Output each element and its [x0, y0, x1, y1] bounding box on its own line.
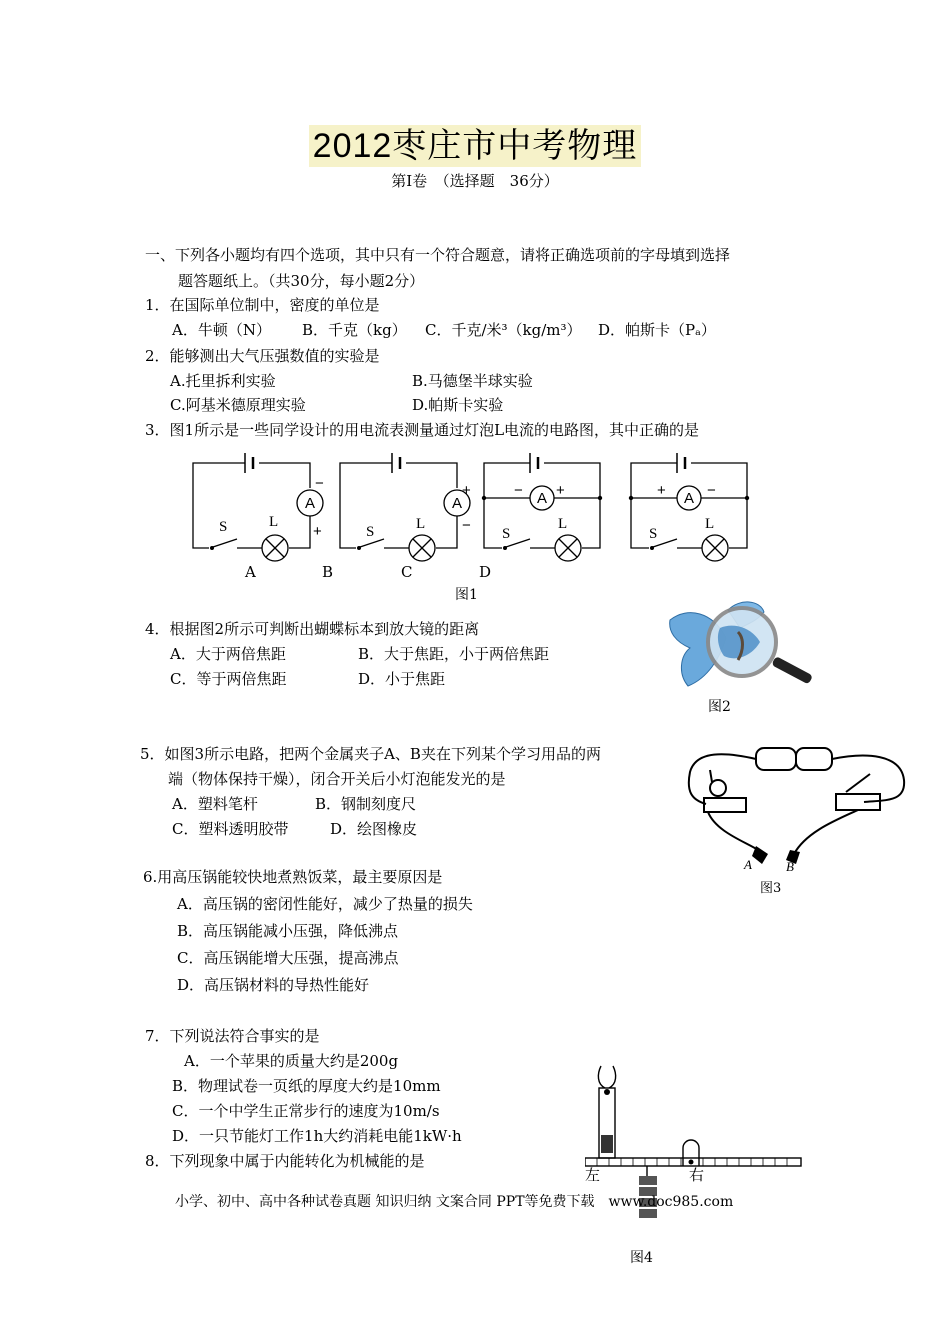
- svg-text:A: A: [684, 490, 695, 507]
- svg-text:−: −: [315, 475, 324, 492]
- q7-stem: 7．下列说法符合事实的是: [145, 1027, 320, 1045]
- svg-text:S: S: [649, 526, 658, 542]
- q7-option-d: D．一只节能灯工作1h大约消耗电能1kW·h: [172, 1127, 462, 1145]
- page-title: [0, 118, 950, 167]
- q1-stem: 1．在国际单位制中，密度的单位是: [145, 296, 380, 314]
- svg-text:A: A: [452, 495, 463, 512]
- q5-stem-line1: 5．如图3所示电路，把两个金属夹子A、B夹在下列某个学习用品的两: [140, 745, 601, 763]
- svg-text:左: 左: [585, 1168, 601, 1184]
- page-title-text: 2012枣庄市中考物理: [309, 125, 642, 167]
- figure-3-caption: 图3: [760, 881, 782, 896]
- q2-option-c: C.阿基米德原理实验: [170, 396, 306, 414]
- figure-1-caption: 图1: [455, 587, 478, 603]
- q1-option-d: D．帕斯卡（Pₐ）: [598, 321, 716, 339]
- q7-option-b: B．物理试卷一页纸的厚度大约是10mm: [172, 1077, 441, 1095]
- q3-option-c-label: C: [401, 563, 413, 581]
- svg-text:S: S: [502, 526, 511, 542]
- q4-option-c: C．等于两倍焦距: [170, 670, 287, 688]
- q1-option-a: A．牛顿（N）: [172, 321, 271, 339]
- section-intro-line1: 一、下列各小题均有四个选项，其中只有一个符合题意，请将正确选项前的字母填到选择: [145, 246, 731, 264]
- svg-text:S: S: [366, 524, 375, 540]
- q5-option-d: D．绘图橡皮: [330, 820, 418, 838]
- q1-option-b: B．千克（kg）: [302, 321, 407, 339]
- svg-text:+: +: [556, 482, 565, 499]
- q2-option-a: A.托里拆利实验: [170, 372, 276, 390]
- figure-4-caption: 图4: [630, 1250, 653, 1266]
- figure-3-circuit-sketch: [686, 742, 911, 872]
- circuit-c: [482, 453, 602, 561]
- circuit-d: [629, 453, 749, 561]
- q2-option-b: B.马德堡半球实验: [412, 372, 533, 390]
- svg-text:+: +: [462, 482, 471, 499]
- q3-option-b-label: B: [322, 563, 334, 581]
- svg-text:A: A: [744, 857, 752, 872]
- footer-watermark: 小学、初中、高中各种试卷真题 知识归纳 文案合同 PPT等免费下载 www.doc985.com: [175, 1194, 734, 1210]
- q3-option-a-label: A: [245, 563, 256, 581]
- q4-option-b: B．大于焦距，小于两倍焦距: [358, 645, 550, 663]
- q4-option-a: A．大于两倍焦距: [170, 645, 286, 663]
- q6-stem: 6.用高压锅能较快地煮熟饭菜，最主要原因是: [143, 868, 443, 886]
- q5-option-b: B．钢制刻度尺: [315, 795, 417, 813]
- svg-text:+: +: [657, 482, 666, 499]
- q6-option-b: B．高压锅能减小压强，降低沸点: [177, 922, 399, 940]
- figure-1-circuits: [185, 448, 765, 583]
- q7-option-a: A．一个苹果的质量大约是200g: [184, 1052, 399, 1070]
- svg-text:L: L: [416, 516, 426, 532]
- svg-text:L: L: [705, 516, 715, 532]
- circuit-b: [340, 453, 471, 561]
- q4-option-d: D．小于焦距: [358, 670, 446, 688]
- q2-option-d: D.帕斯卡实验: [412, 396, 504, 414]
- figure-2-butterfly-magnifier: [668, 598, 818, 690]
- figure-2-caption: 图2: [708, 699, 731, 715]
- q1-option-c: C．千克/米³（kg/m³）: [425, 321, 582, 339]
- q5-option-a: A．塑料笔杆: [172, 795, 258, 813]
- svg-text:−: −: [707, 482, 716, 499]
- section-intro-line2: 题答题纸上。（共30分，每小题2分）: [178, 272, 425, 290]
- svg-text:+: +: [313, 523, 322, 540]
- q5-option-c: C．塑料透明胶带: [172, 820, 289, 838]
- q6-option-a: A．高压锅的密闭性能好，减少了热量的损失: [177, 895, 473, 913]
- q8-stem: 8．下列现象中属于内能转化为机械能的是: [145, 1152, 425, 1170]
- svg-text:右: 右: [689, 1168, 705, 1184]
- svg-text:L: L: [558, 516, 568, 532]
- svg-text:A: A: [537, 490, 548, 507]
- q6-option-d: D．高压锅材料的导热性能好: [177, 976, 370, 994]
- svg-text:−: −: [462, 517, 471, 534]
- svg-text:A: A: [305, 495, 316, 512]
- q3-stem: 3．图1所示是一些同学设计的用电流表测量通过灯泡L电流的电路图，其中正确的是: [145, 421, 700, 439]
- svg-text:S: S: [219, 519, 228, 535]
- q2-stem: 2．能够测出大气压强数值的实验是: [145, 347, 380, 365]
- q4-stem: 4．根据图2所示可判断出蝴蝶标本到放大镜的距离: [145, 620, 480, 638]
- svg-text:B: B: [786, 859, 794, 872]
- q6-option-c: C．高压锅能增大压强，提高沸点: [177, 949, 399, 967]
- page-subtitle: 第Ⅰ卷 （选择题 36分）: [391, 172, 559, 190]
- q7-option-c: C．一个中学生正常步行的速度为10m/s: [172, 1102, 440, 1120]
- svg-text:L: L: [269, 514, 279, 530]
- circuit-a: [193, 453, 324, 561]
- q3-option-d-label: D: [479, 563, 492, 581]
- svg-text:−: −: [514, 482, 523, 499]
- q5-stem-line2: 端（物体保持干燥），闭合开关后小灯泡能发光的是: [168, 770, 506, 788]
